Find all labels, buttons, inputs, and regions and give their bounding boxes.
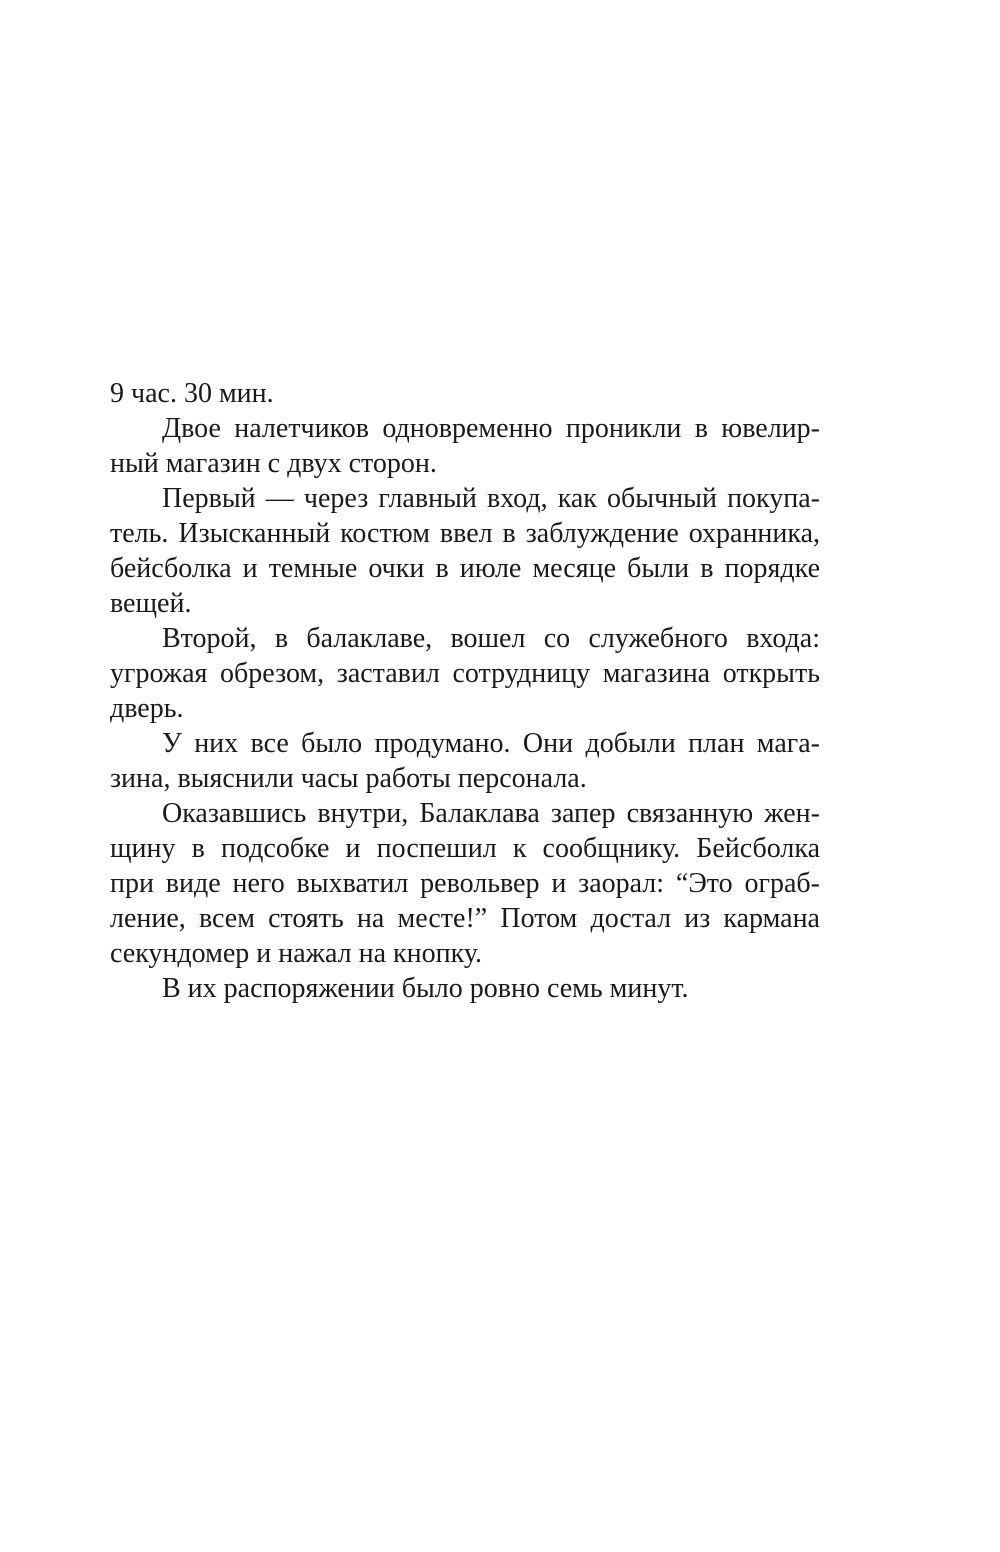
paragraph xyxy=(110,481,820,621)
paragraph xyxy=(110,726,820,796)
text-line: щину в подсобке и поспешил к сообщнику. Бейсболка xyxy=(110,833,820,864)
page-text-block xyxy=(110,376,820,1006)
text-line: тель. Изысканный костюм ввел в заблуждение охранника, xyxy=(110,518,820,549)
text-line: зина, выяснили часы работы персонала. xyxy=(110,763,587,794)
text-line: У них все было продумано. Они добыли план мага- xyxy=(162,728,820,759)
paragraph xyxy=(110,376,820,411)
text-line: угрожая обрезом, заставил сотрудницу магазина открыть xyxy=(110,658,820,689)
paragraph xyxy=(110,411,820,481)
text-line: ление, всем стоять на месте!” Потом достал из кармана xyxy=(110,903,820,934)
text-line: дверь. xyxy=(110,693,184,724)
text-line: Второй, в балаклаве, вошел со служебного входа: xyxy=(162,623,820,654)
text-line: ный магазин с двух сторон. xyxy=(110,448,437,479)
text-line: 9 час. 30 мин. xyxy=(110,378,274,409)
text-line: Первый — через главный вход, как обычный покупа- xyxy=(162,483,820,514)
paragraph xyxy=(110,621,820,726)
text-line: бейсболка и темные очки в июле месяце были в порядке xyxy=(110,553,820,584)
text-line: вещей. xyxy=(110,588,192,619)
paragraph xyxy=(110,796,820,971)
text-line: В их распоряжении было ровно семь минут. xyxy=(162,973,689,1004)
text-line: при виде него выхватил револьвер и заорал: “Это ограб- xyxy=(110,868,820,899)
paragraph xyxy=(110,971,820,1006)
text-line: Двое налетчиков одновременно проникли в ювелир- xyxy=(162,413,820,444)
text-line: Оказавшись внутри, Балаклава запер связанную жен- xyxy=(162,798,820,829)
text-line: секундомер и нажал на кнопку. xyxy=(110,938,483,969)
